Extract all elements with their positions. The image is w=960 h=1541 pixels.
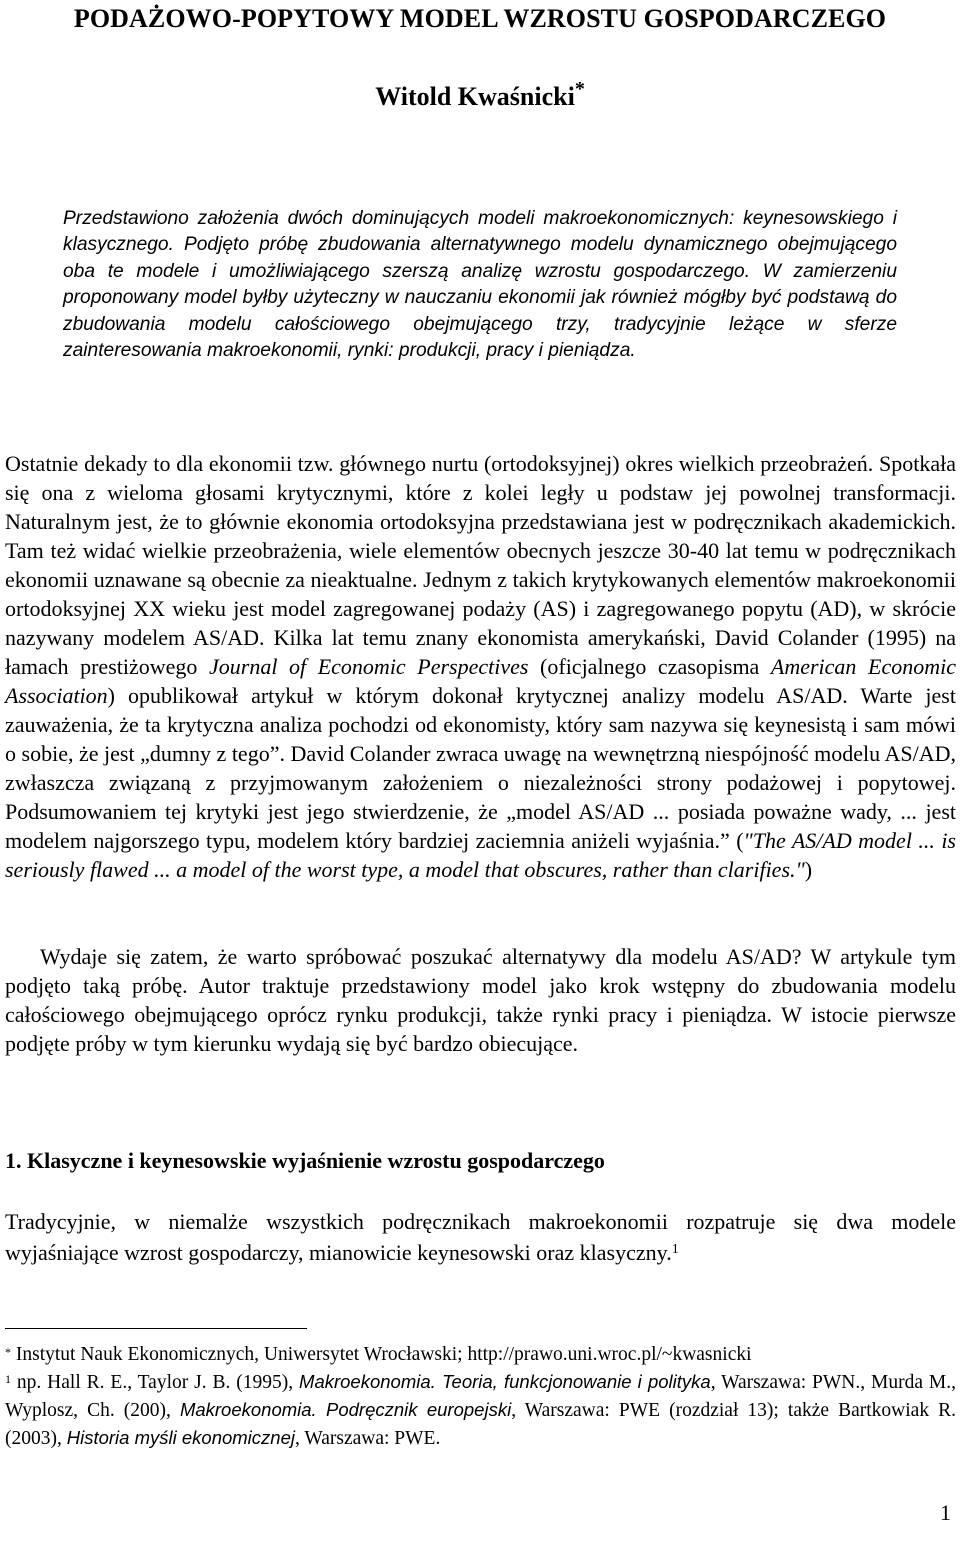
- footnote-1-book-2: Makroekonomia. Podręcznik europejski: [179, 1399, 512, 1420]
- footnote-1-text-b: , Warszawa: PWN., Murda M., Wyplosz, Ch. (200),: [5, 1372, 956, 1421]
- footnote-1-text-d: , Warszawa: PWE.: [294, 1428, 441, 1449]
- section-heading: 1. Klasyczne i keynesowskie wyjaśnienie wzrostu gospodarczego: [5, 1148, 605, 1173]
- footnote-affiliation-text: Instytut Nauk Ekonomicznych, Uniwersytet Wrocławski; http://prawo.uni.wroc.pl/~kwasnicki: [11, 1344, 752, 1365]
- abstract: Przedstawiono założenia dwóch dominujących modeli makroekonomicznych: keynesowskiego i klasycznego. Podjęto próbę zbudowania alternatywnego modelu dynamicznego obejmującego oba te modele i umożliwiającego szerszą analizę wzrostu gospodarczego. W zamierzeniu proponowany model byłby użyteczny w nauczaniu ekonomii jak również mógłby być podstawą do zbudowania modelu całościowego obejmującego trzy, tradycyjnie leżące w sferze zainteresowania makroekonomii, rynki: produkcji, pracy i pieniądza.: [63, 208, 897, 362]
- footnote-1-book-3: Historia myśli ekonomicznej: [66, 1427, 295, 1448]
- footnote-1-text-c: , Warszawa: PWE (rozdział 13); także Bartkowiak R. (2003),: [5, 1400, 957, 1449]
- footnote-mark-star: *: [5, 1345, 11, 1359]
- footnote-mark-1: 1: [5, 1372, 11, 1386]
- paragraph-intro: [5, 449, 956, 884]
- footnote-1-book-1: Makroekonomia. Teoria, funkcjonowanie i polityka: [299, 1371, 711, 1392]
- author-footnote-mark: *: [574, 78, 585, 100]
- footnote-1: [5, 1368, 956, 1452]
- footnotes: [5, 1341, 956, 1452]
- footnote-separator: [5, 1328, 307, 1329]
- footnote-affiliation: [5, 1341, 956, 1368]
- paragraph-intro-part3: ) opublikował artykuł w którym dokonał krytycznej analizy modelu AS/AD. Warte jest zauważenia, że ta krytyczna analiza pochodzi od ekonomisty, który sam nazywa się keynesistą i sam mówi o sobie, że jest „dumny z tego”. David Colander zwraca uwagę na wewnętrzną niespójność modelu AS/AD, zwłaszcza związaną z przyjmowanym założeniem o niezależności strony podażowej i popytowej. Podsumowaniem tej krytyki jest jego stwierdzenie, że „model AS/AD ... posiada poważne wady, ... jest modelem najgorszego typu, modelem który bardziej zaciemnia aniżeli wyjaśnia.” (: [5, 683, 956, 853]
- footnote-1-text-a: np. Hall R. E., Taylor J. B. (1995),: [11, 1372, 300, 1393]
- paragraph-intro-part2: (oficjalnego czasopisma: [528, 654, 771, 679]
- paragraph-section1: [5, 1206, 956, 1268]
- page-number: 1: [940, 1500, 951, 1525]
- paragraph-intro-part4: ): [804, 857, 813, 882]
- footnote-ref-1: 1: [671, 1242, 679, 1257]
- english-quote: "The AS/AD model ... is seriously flawed ... a model of the worst type, a model that obscures, rather than clarifies.": [5, 828, 956, 882]
- paragraph-intro-part1: Ostatnie dekady to dla ekonomii tzw. głównego nurtu (ortodoksyjnej) okres wielkich przeobrażeń. Spotkała się ona z wieloma głosami krytycznymi, które z kolei legły u podstaw jej powolnej transformacji. Naturalnym jest, że to głównie ekonomia ortodoksyjna przedstawiana jest w podręcznikach akademickich. Tam też widać wielkie przeobrażenia, wiele elementów obecnych jeszcze 30-40 lat temu w podręcznikach ekonomii uznawane są obecnie za nieaktualne. Jednym z takich krytykowanych elementów makroekonomii ortodoksyjnej XX wieku jest model zagregowanej podaży (AS) i zagregowanego popytu (AD), w skrócie nazywany modelem AS/AD. Kilka lat temu znany ekonomista amerykański, David Colander (1995) na łamach prestiżowego: [5, 451, 956, 679]
- paragraph-alternative: Wydaje się zatem, że warto spróbować poszukać alternatywy dla modelu AS/AD? W artykule tym podjęto taką próbę. Autor traktuje przedstawiony model jako krok wstępny do zbudowania modelu całościowego obejmującego oprócz rynku produkcji, także rynki pracy i pieniądza. W istocie pierwsze podjęte próby w tym kierunku wydają się być bardzo obiecujące.: [5, 944, 956, 1056]
- journal-title: Journal of Economic Perspectives: [209, 654, 529, 679]
- paragraph-section1-text: Tradycyjnie, w niemalże wszystkich podręcznikach makroekonomii rozpatruje się dwa modele wyjaśniające wzrost gospodarczy, mianowicie keynesowski oraz klasyczny.: [5, 1209, 956, 1265]
- paper-title: PODAŻOWO-POPYTOWY MODEL WZROSTU GOSPODARCZEGO: [73, 4, 887, 33]
- author-line: [0, 78, 960, 112]
- association-name: American Economic Association: [5, 654, 956, 708]
- author-name: Witold Kwaśnicki: [375, 82, 575, 111]
